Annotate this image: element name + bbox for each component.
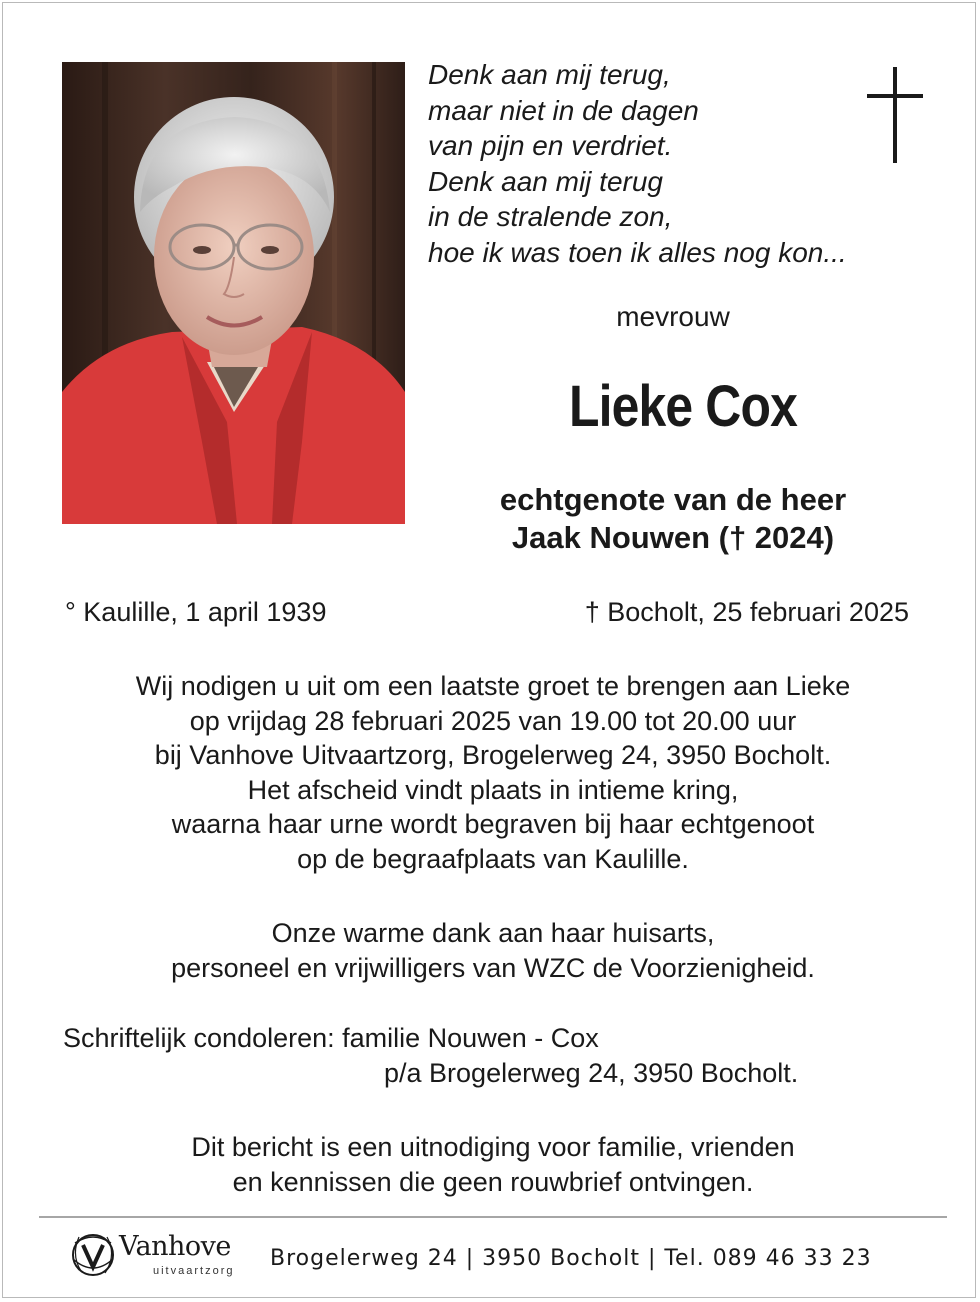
portrait-photo bbox=[62, 62, 405, 524]
condolence-line-2: p/a Brogelerweg 24, 3950 Bocholt. bbox=[384, 1058, 799, 1088]
thanks-line: personeel en vrijwilligers van WZC de Voorzienigheid. bbox=[171, 952, 815, 983]
notice-line: Dit bericht is een uitnodiging voor familie, vrienden bbox=[191, 1132, 795, 1162]
honorific: mevrouw bbox=[616, 301, 730, 332]
poem-line: maar niet in de dagen bbox=[428, 94, 699, 126]
footer-divider bbox=[39, 1216, 947, 1218]
notice-text bbox=[3, 1130, 980, 1199]
poem-line: hoe ik was toen ik alles nog kon... bbox=[428, 236, 847, 268]
invitation-line: bij Vanhove Uitvaartzorg, Brogelerweg 24, 3950 Bocholt. bbox=[154, 740, 832, 770]
cross-icon bbox=[867, 67, 923, 163]
poem-line: van pijn en verdriet. bbox=[428, 130, 673, 161]
vanhove-logo-icon bbox=[67, 1229, 119, 1281]
logo-name: Vanhove bbox=[119, 1231, 231, 1262]
vanhove-logo bbox=[67, 1225, 257, 1285]
invitation-line: Wij nodigen u uit om een laatste groet te brengen aan Lieke bbox=[135, 671, 851, 701]
death-info: † Bocholt, 25 februari 2025 bbox=[584, 597, 909, 627]
invitation-line: Het afscheid vindt plaats in intieme kring, bbox=[247, 774, 739, 805]
invitation-line: waarna haar urne wordt begraven bij haar echtgenoot bbox=[171, 809, 815, 839]
poem-line: in de stralende zon, bbox=[428, 201, 673, 232]
poem bbox=[428, 57, 868, 270]
spouse-info bbox=[443, 481, 903, 557]
spouse-line: Jaak Nouwen († 2024) bbox=[511, 520, 835, 555]
invitation-line: op de begraafplaats van Kaulille. bbox=[297, 843, 689, 874]
notice-line: en kennissen die geen rouwbrief ontvingen. bbox=[232, 1166, 754, 1197]
thanks-line: Onze warme dank aan haar huisarts, bbox=[271, 918, 715, 948]
deceased-name: Lieke Cox bbox=[569, 374, 797, 439]
birth-info: ° Kaulille, 1 april 1939 bbox=[65, 597, 327, 627]
death-notice-card bbox=[2, 2, 976, 1298]
invitation-line: op vrijdag 28 februari 2025 van 19.00 tot 20.00 uur bbox=[189, 705, 797, 736]
invitation-text bbox=[3, 669, 980, 876]
logo-subtitle: uitvaartzorg bbox=[153, 1265, 235, 1277]
footer-address: Brogelerweg 24 | 3950 Bocholt | Tel. 089 46 33 23 bbox=[270, 1246, 872, 1271]
poem-line: Denk aan mij terug bbox=[428, 165, 664, 197]
condolence-line-1: Schriftelijk condoleren: familie Nouwen - Cox bbox=[63, 1023, 599, 1053]
spouse-line: echtgenote van de heer bbox=[499, 482, 847, 517]
poem-line: Denk aan mij terug, bbox=[428, 59, 671, 90]
thanks-text bbox=[3, 916, 980, 985]
